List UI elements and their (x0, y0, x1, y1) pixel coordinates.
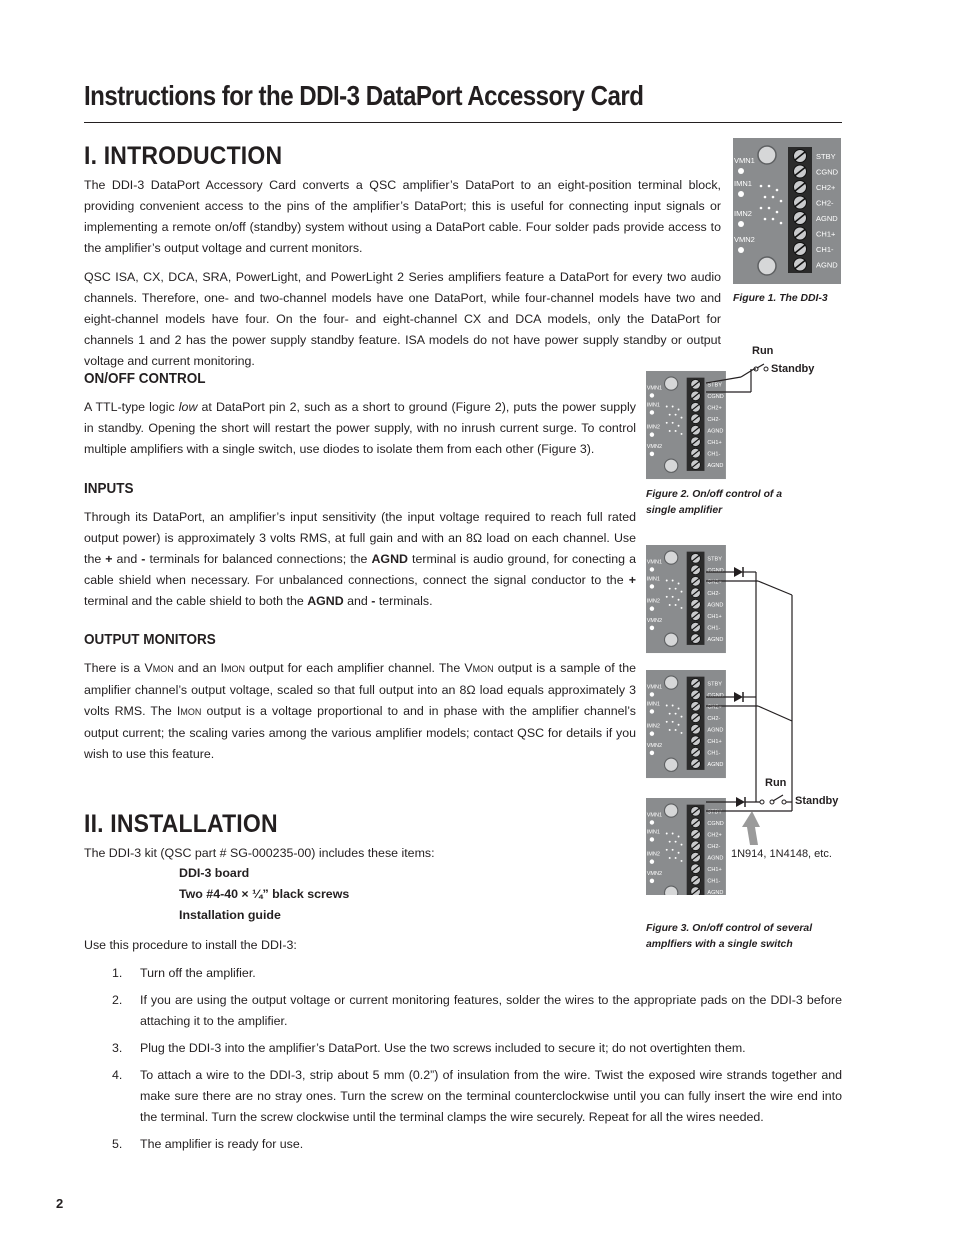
solder-pad (650, 709, 654, 713)
pin-dot (675, 729, 677, 731)
pin-dot (780, 222, 783, 225)
solder-pad (650, 567, 654, 571)
pin-dot (678, 708, 680, 710)
diode-part-label: 1N914, 1N4148, etc. (731, 848, 832, 860)
terminal-label: CH1+ (707, 738, 722, 745)
pin-dot (669, 414, 671, 416)
pad-label: IMN1 (646, 829, 661, 836)
solder-pad (738, 247, 744, 253)
pin-dot (666, 721, 668, 723)
solder-pad (650, 584, 654, 588)
solder-pad (650, 626, 654, 630)
pin-dot (666, 406, 668, 408)
pad-label: IMN2 (734, 209, 752, 218)
pin-dot (764, 218, 767, 221)
pin-dot (681, 607, 683, 609)
terminal-label: CH1+ (707, 439, 722, 446)
solder-pad (650, 432, 654, 436)
switch-lever (773, 795, 783, 801)
standby-label: Standby (771, 363, 815, 375)
kit-item: Two #4-40 × ¼” black screws (179, 887, 350, 901)
pin-dot (768, 207, 771, 210)
pin-dot (669, 588, 671, 590)
terminal-label: CGND (707, 821, 724, 828)
terminal-label: CH1- (707, 750, 721, 757)
pad-label: IMN1 (734, 179, 752, 188)
pin-dot (678, 724, 680, 726)
pin-dot (675, 588, 677, 590)
diode-icon (734, 567, 743, 577)
pin-dot (675, 414, 677, 416)
ddi3-board (646, 798, 726, 895)
terminal-label: AGND (816, 260, 838, 270)
pin-dot (678, 425, 680, 427)
terminal-label: AGND (707, 636, 724, 643)
pin-dot (666, 596, 668, 598)
procedure-intro: Use this procedure to install the DDI-3: (84, 938, 297, 952)
terminal-label: AGND (707, 889, 724, 895)
pin-dot (678, 409, 680, 411)
document-title: Instructions for the DDI-3 DataPort Accessory Card (84, 80, 644, 111)
terminal-label: CGND (707, 394, 724, 401)
run-label: Run (765, 777, 787, 789)
switch-contact (764, 367, 768, 371)
pad-label: IMN1 (646, 576, 661, 583)
terminal-label: CH1+ (816, 229, 836, 239)
pin-dot (675, 841, 677, 843)
terminal-label: AGND (707, 761, 724, 768)
mounting-hole (665, 459, 678, 472)
install-step: 2. If you are using the output voltage or current monitoring features, solder the wires to the appropriate pads on the DDI-3 before attaching it to the amplifier. (112, 993, 842, 1028)
solder-pad (650, 859, 654, 863)
pin-dot (681, 844, 683, 846)
solder-pad (738, 168, 744, 174)
pin-dot (672, 406, 674, 408)
terminal-label: CGND (707, 568, 724, 575)
pad-label: IMN1 (646, 701, 661, 708)
terminal-label: AGND (707, 428, 724, 435)
pin-dot (666, 422, 668, 424)
solder-pad (738, 191, 744, 197)
mounting-hole (665, 633, 678, 646)
pin-dot (760, 207, 763, 210)
onoff-paragraph: A TTL-type logic low at DataPort pin 2, such as a short to ground (Figure 2), puts the power supply in standby. Opening the short will restart the power supply, with no inrush current surge. To control multiple amplifiers with a single switch, use diodes to isolate them from each other (Figure 3). (84, 400, 636, 456)
kit-item: Installation guide (179, 908, 281, 922)
installation-heading: II. INSTALLATION (84, 810, 278, 838)
pad-label: VMN2 (734, 235, 755, 244)
terminal-label: CGND (707, 693, 724, 700)
terminal-label: AGND (707, 602, 724, 609)
solder-pad (650, 410, 654, 414)
solder-pad (650, 692, 654, 696)
pin-dot (681, 716, 683, 718)
install-steps (84, 963, 842, 1161)
diode-icon (734, 692, 743, 702)
pin-dot (669, 604, 671, 606)
pin-dot (681, 732, 683, 734)
switch-lever (757, 364, 764, 368)
figure-1-caption: Figure 1. The DDI-3 (733, 293, 828, 304)
terminal-label: CH2+ (707, 704, 722, 711)
pad-label: VMN1 (646, 812, 663, 819)
figure-3-caption: Figure 3. On/off control of several amplfiers with a single switch (646, 923, 813, 950)
pin-dot (760, 185, 763, 188)
pad-label: VMN1 (646, 385, 663, 392)
pad-label: VMN1 (734, 156, 755, 165)
pin-dot (678, 583, 680, 585)
diode-icon (736, 797, 745, 807)
intro-paragraph-2: QSC ISA, CX, DCA, SRA, PowerLight, and PowerLight 2 Series amplifiers feature a DataPort for every two audio channels. Therefore, one- and two-channel models have one DataPort, while four-channel models have two and eight-channel models have four. On the four- and eight-channel CX and DCA models, only the DataPort for channels 1 and 2 has the power supply standby feature. ISA models do not have power supply standby or output voltage and current monitoring. (84, 270, 721, 368)
terminal-label: AGND (707, 855, 724, 862)
terminal-label: CH2- (707, 416, 721, 423)
solder-pad (650, 751, 654, 755)
terminal-label: CH2+ (707, 832, 722, 839)
monitors-paragraph: There is a VMON and an IMON output for each amplifier channel. The VMON output is a sample of the amplifier channel’s output voltage, scaled so that full output into an 8Ω load equals approximately 3 volts RMS. The IMON output is a voltage proportional to and in phase with the amplifier channel’s output current; the scaling varies among the various amplifier models; contact QSC for details if you wish to use this feature. (84, 661, 637, 761)
terminal-label: CH1- (707, 625, 721, 632)
mounting-hole (665, 377, 678, 390)
terminal-label: AGND (816, 214, 838, 223)
pin-dot (672, 705, 674, 707)
terminal-label: CH2+ (707, 405, 722, 412)
pin-dot (681, 591, 683, 593)
pin-dot (669, 841, 671, 843)
install-step: 1. Turn off the amplifier. (112, 966, 256, 980)
pin-dot (678, 599, 680, 601)
pad-label: VMN2 (646, 870, 663, 877)
pad-label: IMN2 (646, 723, 661, 730)
ddi3-board (646, 371, 726, 479)
pin-dot (681, 433, 683, 435)
terminal-label: CH2+ (816, 183, 836, 192)
terminal-label: STBY (707, 681, 722, 688)
solder-pad (650, 879, 654, 883)
pin-dot (666, 705, 668, 707)
terminal-label: AGND (707, 462, 724, 469)
figure-1-ddi3-board (733, 138, 841, 284)
pin-dot (675, 430, 677, 432)
terminal-label: STBY (707, 809, 722, 816)
install-step: 3. Plug the DDI-3 into the amplifier’s DataPort. Use the two screws included to secure it; do not overtighten them. (112, 1041, 746, 1055)
terminal-label: CH1+ (707, 613, 722, 620)
pin-dot (672, 596, 674, 598)
monitors-heading: OUTPUT MONITORS (84, 631, 216, 648)
solder-pad (650, 606, 654, 610)
mounting-hole (758, 257, 776, 275)
terminal-label: CH2+ (707, 579, 722, 586)
mounting-hole (665, 551, 678, 564)
pin-dot (672, 422, 674, 424)
pin-dot (672, 580, 674, 582)
pin-dot (678, 852, 680, 854)
ddi3-board (646, 670, 726, 778)
pin-dot (768, 185, 771, 188)
pin-dot (776, 189, 779, 192)
pin-dot (675, 857, 677, 859)
terminal-label: CH1+ (707, 866, 722, 873)
solder-pad (650, 393, 654, 397)
pad-label: VMN1 (646, 684, 663, 691)
page-number: 2 (56, 1196, 64, 1211)
kit-list (179, 863, 349, 926)
pin-dot (672, 849, 674, 851)
terminal-label: STBY (707, 556, 722, 563)
pin-dot (764, 196, 767, 199)
pin-dot (666, 580, 668, 582)
solder-pad (738, 221, 744, 227)
terminal-label: CGND (816, 167, 839, 177)
terminal-label: CH1- (707, 878, 721, 885)
pin-dot (780, 200, 783, 203)
inputs-heading: INPUTS (84, 480, 134, 497)
mounting-hole (665, 676, 678, 689)
pad-label: IMN2 (646, 424, 661, 431)
terminal-label: CH1- (816, 245, 834, 254)
pin-dot (772, 196, 775, 199)
pin-dot (666, 833, 668, 835)
ddi3-board (646, 545, 726, 653)
onoff-heading: ON/OFF CONTROL (84, 370, 206, 387)
pin-dot (681, 860, 683, 862)
pin-dot (672, 833, 674, 835)
figure-3-diagram (646, 545, 846, 895)
terminal-label: CH2- (707, 715, 721, 722)
title-rule (84, 122, 842, 123)
pin-dot (776, 211, 779, 214)
terminal-label: CH1- (707, 451, 721, 458)
inputs-paragraph: Through its DataPort, an amplifier’s input sensitivity (the input voltage required to reach full rated output power) is approximately 3 volts RMS, at full gain and with an 8Ω load on each channel. Use the + and - terminals for balanced connections; the AGND terminal is audio ground, for conecting a cable shield when necessary. For unbalanced connections, connect the signal conductor to the + terminal and the cable shield to both the AGND and - terminals. (84, 510, 636, 608)
pin-dot (678, 836, 680, 838)
terminal-label: CH2- (707, 843, 721, 850)
terminal-label: CH2- (707, 590, 721, 597)
solder-pad (650, 731, 654, 735)
pin-dot (772, 218, 775, 221)
install-step: 4. To attach a wire to the DDI-3, strip about 5 mm (0.2”) of insulation from the wire. Twist the exposed wire strands together and make sure there are no stray ones. Turn the screw on the terminal counterclockwise until you can fully insert the wire end into the terminal. Turn the screw clockwise until the terminal clamps the wire securely. Repeat for all the wires needed. (112, 1068, 842, 1124)
pin-dot (681, 417, 683, 419)
pad-label: VMN2 (646, 443, 663, 450)
pin-dot (669, 857, 671, 859)
solder-pad (650, 452, 654, 456)
solder-pad (650, 820, 654, 824)
figure-2-diagram (646, 340, 846, 480)
switch-contact (782, 800, 786, 804)
pad-label: IMN2 (646, 851, 661, 858)
pin-dot (669, 713, 671, 715)
intro-heading: I. INTRODUCTION (84, 142, 283, 170)
standby-label: Standby (795, 795, 839, 807)
pin-dot (669, 430, 671, 432)
pin-dot (675, 713, 677, 715)
terminal-label: STBY (707, 382, 722, 389)
pad-label: VMN1 (646, 559, 663, 566)
mounting-hole (758, 146, 776, 164)
terminal-label: CH2- (816, 198, 834, 208)
pin-dot (669, 729, 671, 731)
pointer-arrow-icon (742, 811, 760, 845)
mounting-hole (665, 886, 678, 895)
ddi3-board (733, 138, 841, 284)
kit-item: DDI-3 board (179, 866, 250, 880)
terminal-label: STBY (816, 152, 836, 161)
pad-label: IMN1 (646, 402, 661, 409)
pin-dot (675, 604, 677, 606)
pin-dot (672, 721, 674, 723)
pad-label: IMN2 (646, 598, 661, 605)
install-step: 5. The amplifier is ready for use. (112, 1137, 304, 1151)
solder-pad (650, 837, 654, 841)
mounting-hole (665, 758, 678, 771)
intro-paragraph-1: The DDI-3 DataPort Accessory Card converts a QSC amplifier’s DataPort to an eight-position terminal block, providing convenient access to the pins of the amplifier’s DataPort; this is useful for connecting input signals or implementing a remote on/off (standby) system without using a DataPort cable. Four solder pads provide access to the amplifier’s output voltage and current monitors. (84, 178, 721, 255)
pin-dot (666, 849, 668, 851)
mounting-hole (665, 804, 678, 817)
kit-intro: The DDI-3 kit (QSC part # SG-000235-00) includes these items: (84, 846, 435, 860)
terminal-label: AGND (707, 727, 724, 734)
pad-label: VMN2 (646, 617, 663, 624)
pad-label: VMN2 (646, 742, 663, 749)
run-label: Run (752, 345, 774, 357)
figure-2-caption: Figure 2. On/off control of a single amplifier (646, 489, 783, 516)
